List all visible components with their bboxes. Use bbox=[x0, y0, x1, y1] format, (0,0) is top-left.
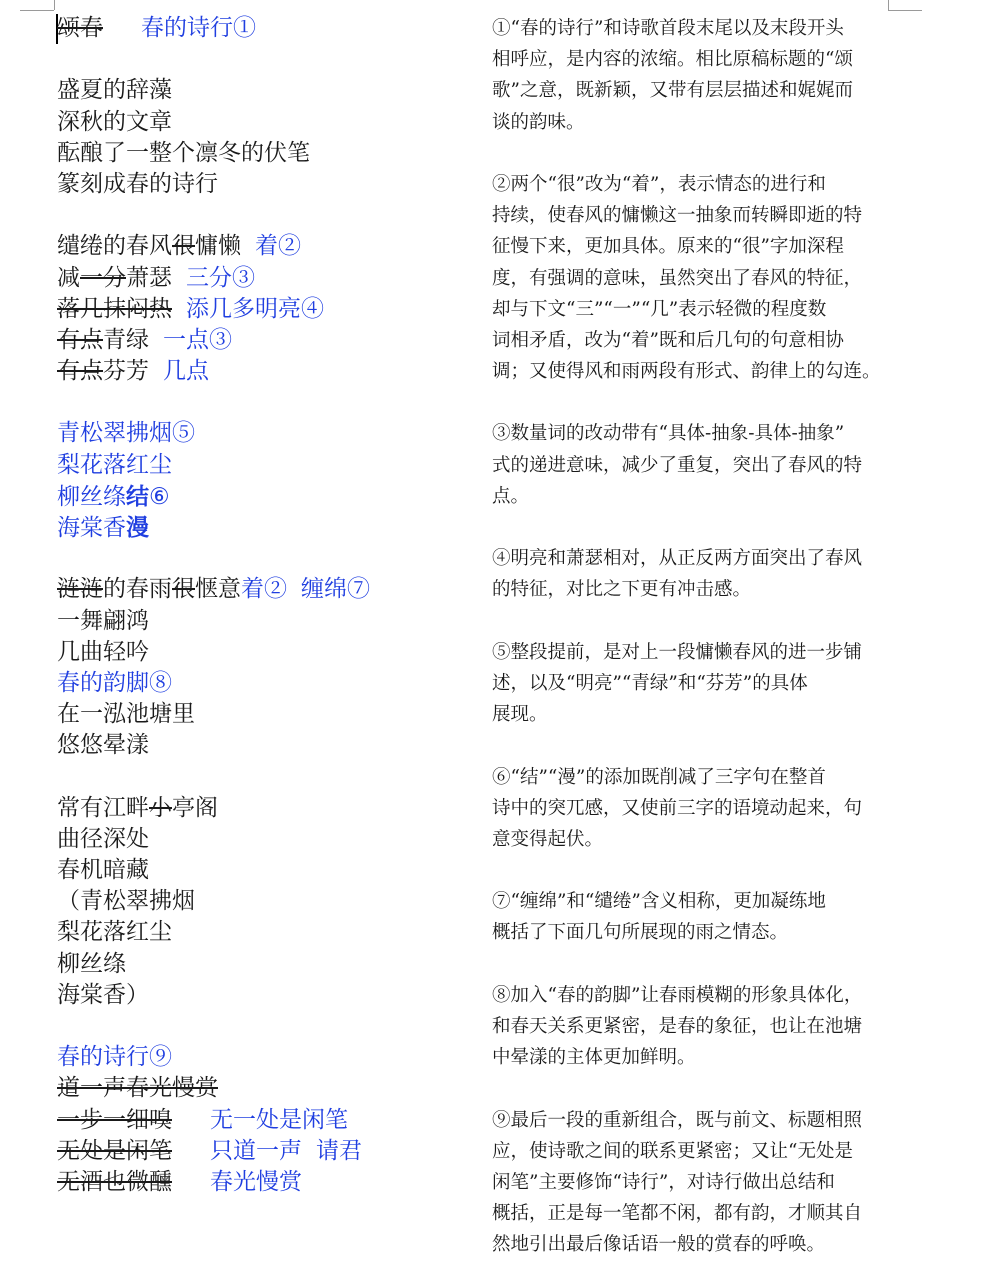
poem-line bbox=[57, 107, 477, 138]
poem-line bbox=[57, 418, 477, 449]
original-text: 减 bbox=[57, 264, 80, 291]
annotation-blank-line bbox=[492, 730, 886, 761]
annotation-line: 调；又使得风和雨两段有形式、韵律上的勾连。 bbox=[492, 361, 881, 383]
original-text: 的春雨 bbox=[103, 576, 172, 603]
poem-line bbox=[57, 13, 477, 44]
original-text: 酝酿了一整个凛冬的伏笔 bbox=[57, 139, 310, 166]
deleted-text: 有点 bbox=[57, 358, 103, 385]
original-text: 慵懒 bbox=[195, 233, 241, 260]
poem-line bbox=[57, 263, 477, 294]
poem-blank-line bbox=[57, 387, 477, 418]
poem-line bbox=[57, 793, 477, 824]
annotation-line: ④明亮和萧瑟相对，从正反两方面突出了春风 bbox=[492, 548, 863, 570]
annotation-line: 闲笔”主要修饰“诗行”，对诗行做出总结和 bbox=[492, 1171, 835, 1193]
original-text: 几曲轻吟 bbox=[57, 638, 149, 665]
poem-line bbox=[57, 1042, 477, 1073]
revised-text: 添几多明亮④ bbox=[186, 295, 324, 322]
annotation-line: 点。 bbox=[492, 485, 530, 507]
annotation-blank-line bbox=[492, 1073, 886, 1104]
annotation-line: 然地引出最后像话语一般的赏春的呼唤。 bbox=[492, 1234, 826, 1256]
poem-line bbox=[57, 699, 477, 730]
annotation-blank-line bbox=[492, 949, 886, 980]
poem-line bbox=[57, 138, 477, 169]
deleted-text: 涟涟 bbox=[57, 576, 103, 603]
poem-line bbox=[57, 294, 477, 325]
poem-blank-line bbox=[57, 543, 477, 574]
poem-line bbox=[57, 231, 477, 262]
annotation-blank-line bbox=[492, 387, 886, 418]
deleted-text: 很 bbox=[172, 233, 195, 260]
poem-line bbox=[57, 574, 477, 605]
annotation-line: 词相矛盾，改为“着”既和后几句的句意相协 bbox=[492, 329, 844, 351]
crop-mark bbox=[888, 0, 889, 10]
annotation-line: 度，有强调的意味，虽然突出了春风的特征， bbox=[492, 267, 863, 289]
poem-line bbox=[57, 450, 477, 481]
revised-text: 春的韵脚⑧ bbox=[57, 669, 172, 696]
revised-text: 缠绵⑦ bbox=[301, 576, 370, 603]
annotation-line: ⑥“结”“漫”的添加既削减了三字句在整首 bbox=[492, 766, 826, 788]
revised-text: 只道一声 bbox=[210, 1137, 302, 1164]
original-text: 一舞翩鸿 bbox=[57, 607, 149, 634]
revised-text: 海棠香 bbox=[57, 515, 126, 541]
deleted-text: 无处是闲笔 bbox=[57, 1137, 172, 1164]
poem-line bbox=[57, 1167, 477, 1198]
annotation-blank-line bbox=[492, 606, 886, 637]
annotation-line: 歌”之意，既新颖，又带有层层描述和娓娓而 bbox=[492, 80, 853, 102]
annotation-line: 述，以及“明亮”“青绿”和“芬芳”的具体 bbox=[492, 672, 808, 694]
deleted-text: 一分 bbox=[80, 264, 126, 291]
poem-line bbox=[57, 730, 477, 761]
revised-text: 春的诗行⑨ bbox=[57, 1044, 172, 1071]
original-text: 柳丝绦 bbox=[57, 950, 126, 977]
poem-line bbox=[57, 606, 477, 637]
annotation-line: 式的递进意味，减少了重复，突出了春风的特 bbox=[492, 454, 863, 476]
revised-text: 柳丝绦 bbox=[57, 483, 126, 510]
original-text: 悠悠晕漾 bbox=[57, 732, 149, 759]
revised-text: 青松翠拂烟⑤ bbox=[57, 420, 195, 447]
poem-line bbox=[57, 668, 477, 699]
deleted-text: 有点 bbox=[57, 326, 103, 353]
original-text: 常有江畔 bbox=[57, 794, 149, 821]
annotation-line: ②两个“很”改为“着”，表示情态的进行和 bbox=[492, 173, 826, 195]
revised-text: 梨花落红尘 bbox=[57, 451, 172, 478]
annotation-line: 中晕漾的主体更加鲜明。 bbox=[492, 1047, 696, 1069]
revised-text: 春的诗行① bbox=[141, 15, 256, 41]
original-text: 曲径深处 bbox=[57, 825, 149, 852]
original-text: 亭阁 bbox=[172, 794, 218, 821]
annotation-line: ⑧加入“春的韵脚”让春雨模糊的形象具体化， bbox=[492, 984, 863, 1006]
annotation-line: ⑦“缠绵”和“缱绻”含义相称，更加凝练地 bbox=[492, 891, 826, 913]
annotation-line: 持续，使春风的慵懒这一抽象而转瞬即逝的特 bbox=[492, 205, 863, 227]
annotation-line: 和春天关系更紧密，是春的象征，也让在池塘 bbox=[492, 1016, 863, 1037]
poem-line bbox=[57, 169, 477, 200]
annotation-line: 诗中的突兀感，又使前三字的语境动起来，句 bbox=[492, 797, 863, 819]
poem-line bbox=[57, 980, 477, 1011]
deleted-text: 道一声春光慢赏 bbox=[57, 1075, 218, 1102]
poem-line bbox=[57, 325, 477, 356]
poem-blank-line bbox=[57, 44, 477, 75]
original-text: 篆刻成春的诗行 bbox=[57, 170, 218, 197]
original-text: 盛夏的辞藻 bbox=[57, 77, 172, 104]
revised-text: 着② bbox=[255, 233, 301, 260]
revised-text: 无一处是闲笔 bbox=[210, 1106, 348, 1133]
original-text: 青绿 bbox=[103, 326, 149, 353]
deleted-text: 颂春 bbox=[57, 15, 103, 41]
revised-text: 三分③ bbox=[186, 264, 255, 291]
poem-line bbox=[57, 1136, 477, 1167]
annotation-line: 的特征，对比之下更有冲击感。 bbox=[492, 579, 752, 601]
original-text: 缱绻的春风 bbox=[57, 233, 172, 260]
deleted-text: 落几抹闷热 bbox=[57, 295, 172, 322]
original-text: 春机暗藏 bbox=[57, 857, 149, 884]
annotation-line: 征慢下来，更加具体。原来的“很”字加深程 bbox=[492, 236, 844, 258]
poem-line bbox=[57, 855, 477, 886]
poem-blank-line bbox=[57, 762, 477, 793]
annotation-line: ①“春的诗行”和诗歌首段末尾以及末段开头 bbox=[492, 18, 844, 39]
poem-line bbox=[57, 1105, 477, 1136]
poem-line bbox=[57, 481, 477, 512]
deleted-text: 小 bbox=[149, 794, 172, 821]
poem-line bbox=[57, 637, 477, 668]
deleted-text: 一步一细嗅 bbox=[57, 1106, 172, 1133]
poem-line bbox=[57, 75, 477, 106]
crop-mark bbox=[54, 0, 55, 10]
poem-line bbox=[57, 949, 477, 980]
original-text: 深秋的文章 bbox=[57, 108, 172, 135]
original-text: 梨花落红尘 bbox=[57, 919, 172, 946]
annotation-line: 展现。 bbox=[492, 704, 548, 726]
original-text: 萧瑟 bbox=[126, 264, 172, 291]
revised-text: 几点 bbox=[163, 358, 209, 385]
poem-line bbox=[57, 917, 477, 948]
poem-blank-line bbox=[57, 200, 477, 231]
revised-text: ⑥ bbox=[149, 483, 170, 510]
poem-line bbox=[57, 356, 477, 387]
poem-line bbox=[57, 824, 477, 855]
annotation-line: 应，使诗歌之间的联系更紧密；又让“无处是 bbox=[492, 1140, 853, 1162]
annotation-column[interactable] bbox=[492, 13, 886, 1261]
annotation-blank-line bbox=[492, 855, 886, 886]
annotation-line: ⑤整段提前，是对上一段慵懒春风的进一步铺 bbox=[492, 641, 863, 663]
crop-mark bbox=[888, 10, 922, 11]
poem-blank-line bbox=[57, 1011, 477, 1042]
original-text: 在一泓池塘里 bbox=[57, 701, 195, 728]
annotation-line: ⑨最后一段的重新组合，既与前文、标题相照 bbox=[492, 1109, 863, 1131]
original-text: （青松翠拂烟 bbox=[57, 888, 195, 915]
deleted-text: 无酒也微醺 bbox=[57, 1168, 172, 1195]
crop-mark bbox=[20, 10, 54, 11]
annotation-line: 相呼应，是内容的浓缩。相比原稿标题的“颂 bbox=[492, 49, 853, 71]
revised-text: 着② bbox=[241, 576, 287, 603]
poem-line bbox=[57, 512, 477, 543]
revised-text: 一点③ bbox=[163, 326, 232, 353]
original-text: 惬意 bbox=[195, 576, 241, 603]
annotation-line: ③数量词的改动带有“具体-抽象-具体-抽象” bbox=[492, 423, 845, 445]
annotation-blank-line bbox=[492, 512, 886, 543]
poem-line bbox=[57, 886, 477, 917]
revised-text: 春光慢赏 bbox=[210, 1168, 302, 1195]
annotation-line: 概括，正是每一笔都不闲，都有韵，才顺其自 bbox=[492, 1203, 863, 1225]
poem-column[interactable] bbox=[57, 13, 477, 1198]
annotation-line: 却与下文“三”“一”“几”表示轻微的程度数 bbox=[492, 298, 827, 320]
original-text: 芬芳 bbox=[103, 358, 149, 385]
annotation-line: 谈的韵味。 bbox=[492, 111, 585, 133]
deleted-text: 很 bbox=[172, 576, 195, 603]
revised-text: 请君 bbox=[316, 1137, 362, 1164]
annotation-blank-line bbox=[492, 138, 886, 169]
poem-line bbox=[57, 1073, 477, 1104]
original-text: 海棠香） bbox=[57, 981, 149, 1008]
revised-text: 漫 bbox=[126, 514, 149, 541]
annotation-line: 意变得起伏。 bbox=[492, 828, 604, 850]
annotation-line: 概括了下面几句所展现的雨之情态。 bbox=[492, 922, 789, 944]
revised-text: 结 bbox=[126, 482, 149, 510]
